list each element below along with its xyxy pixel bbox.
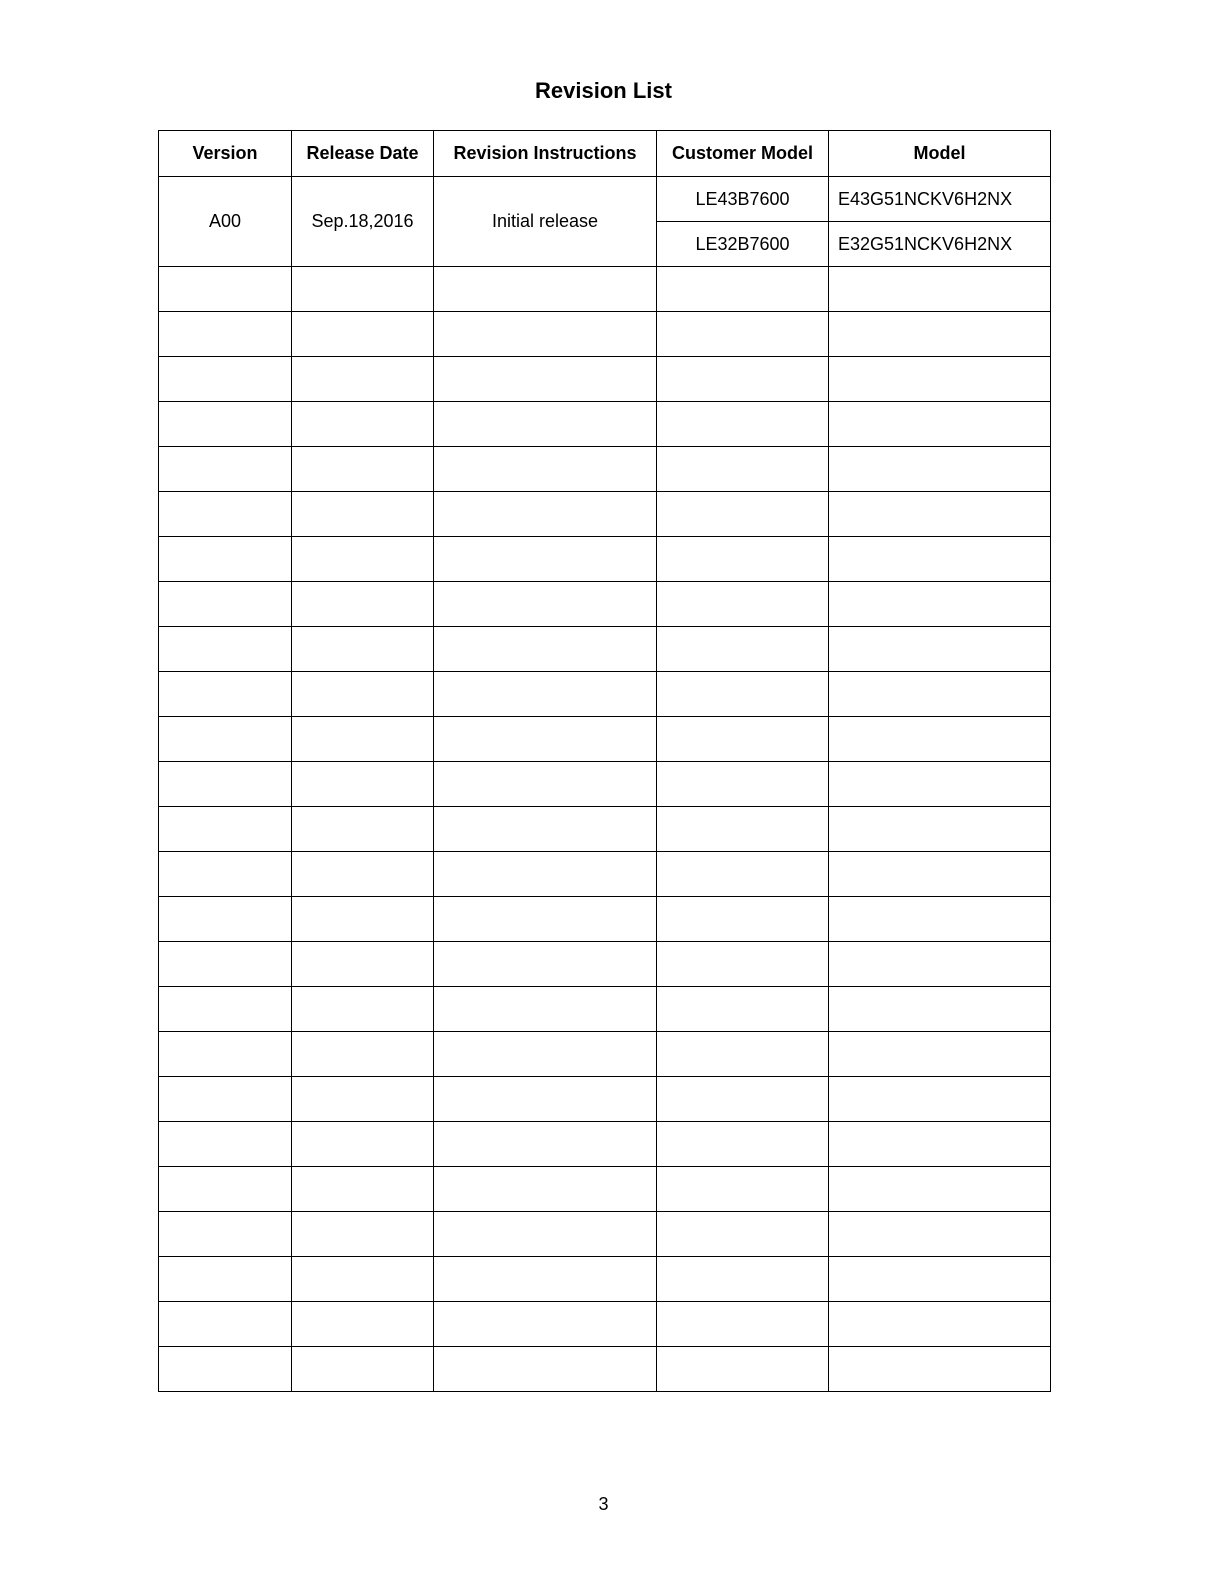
empty-release-date-cell bbox=[292, 1077, 434, 1122]
empty-release-date-cell bbox=[292, 1347, 434, 1392]
release-date-cell: Sep.18,2016 bbox=[292, 177, 434, 267]
empty-version-cell bbox=[159, 627, 292, 672]
empty-release-date-cell bbox=[292, 807, 434, 852]
empty-table-row bbox=[159, 672, 1051, 717]
empty-model-cell bbox=[829, 402, 1051, 447]
empty-release-date-cell bbox=[292, 1167, 434, 1212]
empty-customer-model-cell bbox=[657, 267, 829, 312]
empty-customer-model-cell bbox=[657, 807, 829, 852]
empty-table-row bbox=[159, 492, 1051, 537]
empty-customer-model-cell bbox=[657, 1122, 829, 1167]
column-header-revision-instructions: Revision Instructions bbox=[434, 131, 657, 177]
empty-release-date-cell bbox=[292, 1032, 434, 1077]
empty-version-cell bbox=[159, 807, 292, 852]
empty-release-date-cell bbox=[292, 672, 434, 717]
column-header-model: Model bbox=[829, 131, 1051, 177]
empty-table-row bbox=[159, 942, 1051, 987]
empty-version-cell bbox=[159, 1347, 292, 1392]
empty-revision-instructions-cell bbox=[434, 1032, 657, 1077]
empty-table-row bbox=[159, 582, 1051, 627]
empty-version-cell bbox=[159, 987, 292, 1032]
table-header-row bbox=[159, 131, 1051, 177]
empty-release-date-cell bbox=[292, 1122, 434, 1167]
empty-version-cell bbox=[159, 492, 292, 537]
empty-model-cell bbox=[829, 627, 1051, 672]
empty-model-cell bbox=[829, 807, 1051, 852]
empty-customer-model-cell bbox=[657, 627, 829, 672]
empty-release-date-cell bbox=[292, 987, 434, 1032]
empty-table-row bbox=[159, 987, 1051, 1032]
empty-model-cell bbox=[829, 537, 1051, 582]
empty-release-date-cell bbox=[292, 492, 434, 537]
empty-version-cell bbox=[159, 1302, 292, 1347]
empty-model-cell bbox=[829, 1122, 1051, 1167]
revision-table bbox=[158, 130, 1051, 1392]
model-cell: E32G51NCKV6H2NX bbox=[829, 222, 1051, 267]
empty-version-cell bbox=[159, 537, 292, 582]
empty-revision-instructions-cell bbox=[434, 537, 657, 582]
column-header-version: Version bbox=[159, 131, 292, 177]
empty-version-cell bbox=[159, 1122, 292, 1167]
empty-revision-instructions-cell bbox=[434, 312, 657, 357]
page-title: Revision List bbox=[535, 78, 672, 103]
empty-model-cell bbox=[829, 267, 1051, 312]
empty-customer-model-cell bbox=[657, 1167, 829, 1212]
empty-customer-model-cell bbox=[657, 1302, 829, 1347]
empty-customer-model-cell bbox=[657, 582, 829, 627]
empty-revision-instructions-cell bbox=[434, 582, 657, 627]
empty-model-cell bbox=[829, 1032, 1051, 1077]
empty-release-date-cell bbox=[292, 627, 434, 672]
empty-table-row bbox=[159, 762, 1051, 807]
empty-revision-instructions-cell bbox=[434, 267, 657, 312]
empty-revision-instructions-cell bbox=[434, 357, 657, 402]
empty-release-date-cell bbox=[292, 1302, 434, 1347]
empty-version-cell bbox=[159, 1167, 292, 1212]
empty-version-cell bbox=[159, 312, 292, 357]
empty-table-row bbox=[159, 1167, 1051, 1212]
empty-table-row bbox=[159, 807, 1051, 852]
empty-revision-instructions-cell bbox=[434, 1167, 657, 1212]
empty-table-row bbox=[159, 627, 1051, 672]
empty-customer-model-cell bbox=[657, 447, 829, 492]
empty-version-cell bbox=[159, 717, 292, 762]
empty-table-row bbox=[159, 267, 1051, 312]
empty-model-cell bbox=[829, 312, 1051, 357]
empty-customer-model-cell bbox=[657, 717, 829, 762]
version-cell: A00 bbox=[159, 177, 292, 267]
empty-table-row bbox=[159, 402, 1051, 447]
empty-version-cell bbox=[159, 1032, 292, 1077]
empty-revision-instructions-cell bbox=[434, 447, 657, 492]
empty-revision-instructions-cell bbox=[434, 1302, 657, 1347]
empty-customer-model-cell bbox=[657, 852, 829, 897]
empty-customer-model-cell bbox=[657, 402, 829, 447]
empty-revision-instructions-cell bbox=[434, 402, 657, 447]
empty-version-cell bbox=[159, 942, 292, 987]
empty-version-cell bbox=[159, 852, 292, 897]
empty-release-date-cell bbox=[292, 852, 434, 897]
empty-table-row bbox=[159, 1032, 1051, 1077]
empty-customer-model-cell bbox=[657, 1032, 829, 1077]
empty-model-cell bbox=[829, 1212, 1051, 1257]
column-header-release-date: Release Date bbox=[292, 131, 434, 177]
empty-revision-instructions-cell bbox=[434, 492, 657, 537]
empty-table-row bbox=[159, 897, 1051, 942]
empty-table-row bbox=[159, 1212, 1051, 1257]
revision-instructions-cell: Initial release bbox=[434, 177, 657, 267]
empty-release-date-cell bbox=[292, 762, 434, 807]
empty-model-cell bbox=[829, 492, 1051, 537]
empty-model-cell bbox=[829, 852, 1051, 897]
column-header-customer-model: Customer Model bbox=[657, 131, 829, 177]
empty-version-cell bbox=[159, 1257, 292, 1302]
empty-release-date-cell bbox=[292, 357, 434, 402]
empty-revision-instructions-cell bbox=[434, 852, 657, 897]
empty-revision-instructions-cell bbox=[434, 1257, 657, 1302]
model-cell: E43G51NCKV6H2NX bbox=[829, 177, 1051, 222]
empty-customer-model-cell bbox=[657, 987, 829, 1032]
empty-version-cell bbox=[159, 582, 292, 627]
empty-table-row bbox=[159, 1257, 1051, 1302]
empty-table-row bbox=[159, 717, 1051, 762]
customer-model-cell: LE32B7600 bbox=[657, 222, 829, 267]
empty-model-cell bbox=[829, 672, 1051, 717]
empty-version-cell bbox=[159, 402, 292, 447]
empty-revision-instructions-cell bbox=[434, 987, 657, 1032]
empty-customer-model-cell bbox=[657, 897, 829, 942]
empty-version-cell bbox=[159, 1212, 292, 1257]
empty-customer-model-cell bbox=[657, 762, 829, 807]
empty-model-cell bbox=[829, 1347, 1051, 1392]
empty-version-cell bbox=[159, 447, 292, 492]
empty-model-cell bbox=[829, 762, 1051, 807]
empty-release-date-cell bbox=[292, 267, 434, 312]
empty-release-date-cell bbox=[292, 1212, 434, 1257]
empty-model-cell bbox=[829, 582, 1051, 627]
empty-customer-model-cell bbox=[657, 672, 829, 717]
empty-customer-model-cell bbox=[657, 1347, 829, 1392]
empty-revision-instructions-cell bbox=[434, 1212, 657, 1257]
empty-revision-instructions-cell bbox=[434, 1347, 657, 1392]
empty-version-cell bbox=[159, 672, 292, 717]
empty-model-cell bbox=[829, 1167, 1051, 1212]
empty-version-cell bbox=[159, 897, 292, 942]
empty-customer-model-cell bbox=[657, 1077, 829, 1122]
empty-table-row bbox=[159, 1302, 1051, 1347]
empty-table-row bbox=[159, 537, 1051, 582]
empty-table-row bbox=[159, 852, 1051, 897]
empty-model-cell bbox=[829, 717, 1051, 762]
empty-revision-instructions-cell bbox=[434, 672, 657, 717]
empty-version-cell bbox=[159, 1077, 292, 1122]
empty-revision-instructions-cell bbox=[434, 1122, 657, 1167]
empty-model-cell bbox=[829, 1077, 1051, 1122]
empty-release-date-cell bbox=[292, 402, 434, 447]
page-number: 3 bbox=[598, 1494, 609, 1514]
empty-version-cell bbox=[159, 762, 292, 807]
empty-version-cell bbox=[159, 357, 292, 402]
empty-model-cell bbox=[829, 942, 1051, 987]
empty-version-cell bbox=[159, 267, 292, 312]
empty-model-cell bbox=[829, 1257, 1051, 1302]
empty-customer-model-cell bbox=[657, 1257, 829, 1302]
empty-model-cell bbox=[829, 1302, 1051, 1347]
empty-table-row bbox=[159, 312, 1051, 357]
empty-table-row bbox=[159, 357, 1051, 402]
empty-model-cell bbox=[829, 447, 1051, 492]
customer-model-cell: LE43B7600 bbox=[657, 177, 829, 222]
empty-customer-model-cell bbox=[657, 1212, 829, 1257]
empty-customer-model-cell bbox=[657, 312, 829, 357]
empty-table-row bbox=[159, 447, 1051, 492]
empty-table-row bbox=[159, 1347, 1051, 1392]
empty-customer-model-cell bbox=[657, 942, 829, 987]
empty-release-date-cell bbox=[292, 942, 434, 987]
empty-release-date-cell bbox=[292, 897, 434, 942]
empty-release-date-cell bbox=[292, 537, 434, 582]
empty-revision-instructions-cell bbox=[434, 897, 657, 942]
empty-revision-instructions-cell bbox=[434, 717, 657, 762]
empty-release-date-cell bbox=[292, 717, 434, 762]
empty-revision-instructions-cell bbox=[434, 807, 657, 852]
empty-customer-model-cell bbox=[657, 537, 829, 582]
empty-revision-instructions-cell bbox=[434, 1077, 657, 1122]
empty-model-cell bbox=[829, 987, 1051, 1032]
table-row bbox=[159, 177, 1051, 222]
empty-revision-instructions-cell bbox=[434, 762, 657, 807]
empty-table-row bbox=[159, 1122, 1051, 1167]
empty-release-date-cell bbox=[292, 582, 434, 627]
empty-release-date-cell bbox=[292, 447, 434, 492]
empty-model-cell bbox=[829, 897, 1051, 942]
empty-release-date-cell bbox=[292, 312, 434, 357]
empty-table-row bbox=[159, 1077, 1051, 1122]
empty-revision-instructions-cell bbox=[434, 942, 657, 987]
empty-revision-instructions-cell bbox=[434, 627, 657, 672]
empty-customer-model-cell bbox=[657, 357, 829, 402]
empty-customer-model-cell bbox=[657, 492, 829, 537]
empty-release-date-cell bbox=[292, 1257, 434, 1302]
empty-model-cell bbox=[829, 357, 1051, 402]
